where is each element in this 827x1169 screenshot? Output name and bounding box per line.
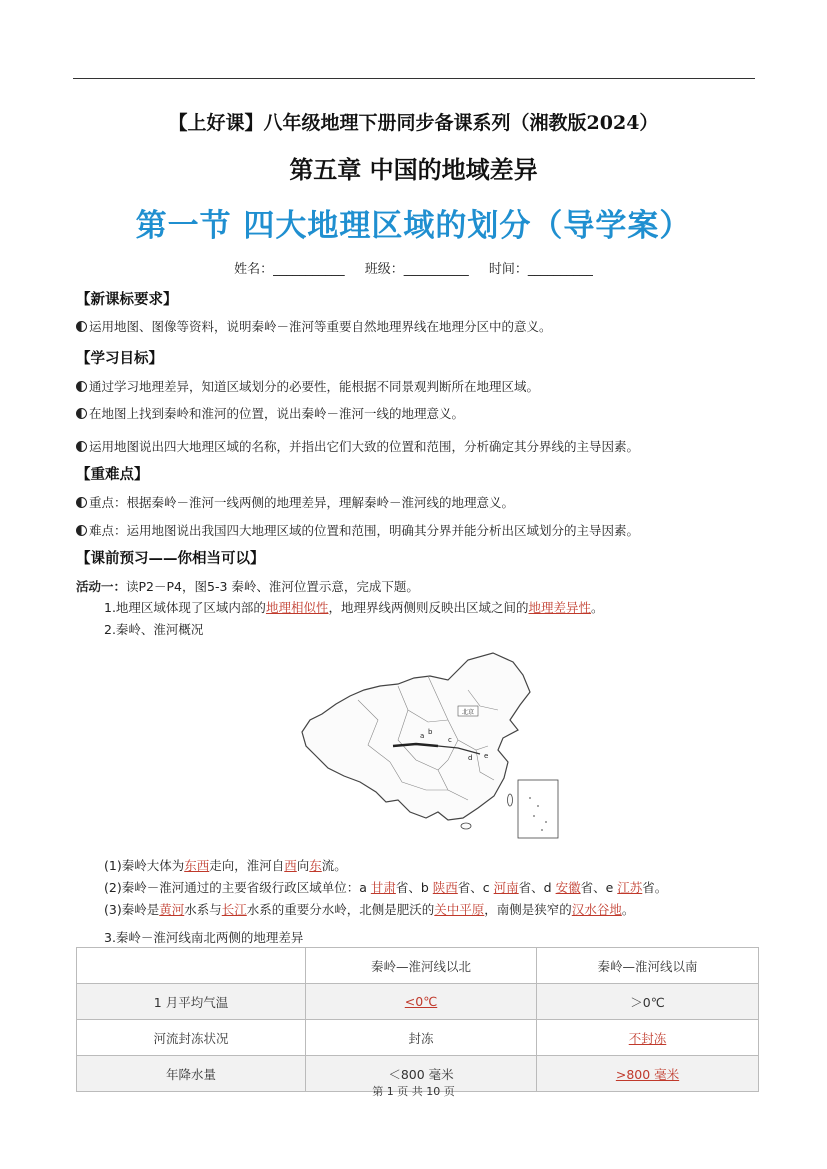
answer-text: 地理相似性 bbox=[265, 600, 329, 615]
section-title: 第一节 四大地理区域的划分（导学案） bbox=[135, 208, 692, 244]
map-label-d: d bbox=[468, 754, 473, 762]
answer-text: 安徽 bbox=[555, 880, 581, 895]
answer-text: 陕西 bbox=[432, 880, 458, 895]
answer-text: 长江 bbox=[221, 902, 247, 917]
list-item: 运用地图说出四大地理区域的名称，并指出它们大致的位置和范围，分析确定其分界线的主导因素。 bbox=[76, 437, 639, 455]
time-field[interactable]: 时间：__________ bbox=[488, 262, 593, 277]
answer-text: 东 bbox=[309, 858, 322, 873]
table-cell: ＜800 毫米 bbox=[306, 1056, 537, 1092]
answer-text: 不封冻 bbox=[628, 1030, 667, 1046]
bullet-icon bbox=[76, 381, 87, 392]
page-footer: 第 1 页 共 10 页 bbox=[372, 1085, 455, 1098]
table-header-cell bbox=[77, 948, 306, 984]
series-title: 【上好课】八年级地理下册同步备课系列（湘教版2024） bbox=[168, 112, 659, 134]
key-points-heading: 【重难点】 bbox=[76, 467, 149, 483]
objectives-heading: 【学习目标】 bbox=[76, 351, 163, 367]
sub-question-2: (2)秦岭－淮河通过的主要省级行政区域单位：a 甘肃省、b 陕西省、c 河南省、d 安徽省、e 江苏省。 bbox=[104, 880, 668, 895]
student-info-line bbox=[0, 258, 827, 277]
table-cell: 封冻 bbox=[306, 1020, 537, 1056]
table-cell bbox=[537, 1020, 759, 1056]
list-item: 难点：运用地图说出我国四大地理区域的位置和范围，明确其分界并能分析出区域划分的主导因素。 bbox=[76, 521, 639, 539]
answer-text: 汉水谷地 bbox=[571, 902, 622, 917]
table-cell: 年降水量 bbox=[77, 1056, 306, 1092]
answer-text: 西 bbox=[284, 858, 297, 873]
bullet-icon bbox=[76, 441, 87, 452]
table-cell bbox=[306, 984, 537, 1020]
chapter-title: 第五章 中国的地域差异 bbox=[289, 156, 538, 184]
answer-text: 东西 bbox=[184, 858, 210, 873]
map-label-b: b bbox=[428, 728, 433, 736]
table-header-cell: 秦岭—淮河线以南 bbox=[537, 948, 759, 984]
taiwan-island bbox=[508, 794, 513, 806]
answer-text: 江苏 bbox=[617, 880, 643, 895]
table-cell: 河流封冻状况 bbox=[77, 1020, 306, 1056]
map-label-a: a bbox=[420, 732, 425, 740]
hainan-island bbox=[461, 823, 471, 829]
activity-line: 活动一：读P2－P4，图5-3 秦岭、淮河位置示意，完成下题。 bbox=[76, 579, 419, 594]
map-label-c: c bbox=[448, 736, 452, 744]
sub-question-1: (1)秦岭大体为东西走向，淮河自西向东流。 bbox=[104, 858, 347, 873]
question-3-title: 3.秦岭－淮河线南北两侧的地理差异 bbox=[104, 930, 304, 945]
answer-text: 地理差异性 bbox=[528, 600, 591, 615]
china-map-figure bbox=[298, 650, 560, 840]
answer-text: <0℃ bbox=[404, 994, 438, 1009]
table-cell: ＞0℃ bbox=[537, 984, 759, 1020]
curriculum-heading: 【新课标要求】 bbox=[76, 292, 178, 308]
list-item: 运用地图、图像等资料，说明秦岭－淮河等重要自然地理界线在地理分区中的意义。 bbox=[76, 317, 552, 335]
table-header-row bbox=[77, 948, 759, 984]
table-row bbox=[77, 1020, 759, 1056]
question-1: 1.地理区域体现了区域内部的地理相似性，地理界线两侧则反映出区域之间的地理差异性。 bbox=[104, 600, 604, 615]
table-row bbox=[77, 984, 759, 1020]
answer-text: 甘肃 bbox=[370, 880, 396, 895]
china-outline bbox=[302, 653, 530, 820]
table-cell: 1 月平均气温 bbox=[77, 984, 306, 1020]
comparison-table bbox=[76, 947, 759, 1092]
list-item: 在地图上找到秦岭和淮河的位置，说出秦岭－淮河一线的地理意义。 bbox=[76, 404, 464, 422]
map-label-e: e bbox=[484, 752, 489, 760]
answer-text: 黄河 bbox=[159, 902, 185, 917]
bullet-icon bbox=[76, 525, 87, 536]
list-item: 重点：根据秦岭－淮河一线两侧的地理差异，理解秦岭－淮河线的地理意义。 bbox=[76, 493, 514, 511]
name-field[interactable]: 姓名：___________ bbox=[234, 262, 345, 277]
bullet-icon bbox=[76, 321, 87, 332]
bullet-icon bbox=[76, 497, 87, 508]
answer-text: 关中平原 bbox=[434, 902, 485, 917]
sub-question-3: (3)秦岭是黄河水系与长江水系的重要分水岭，北侧是肥沃的关中平原，南侧是狭窄的汉水谷地。 bbox=[104, 902, 635, 917]
class-field[interactable]: 班级：__________ bbox=[364, 262, 469, 277]
list-item: 通过学习地理差异，知道区域划分的必要性，能根据不同景观判断所在地理区域。 bbox=[76, 377, 539, 395]
bullet-icon bbox=[76, 408, 87, 419]
preview-heading: 【课前预习——你相当可以】 bbox=[76, 551, 265, 567]
answer-text: >800 毫米 bbox=[615, 1066, 680, 1082]
table-header-cell: 秦岭—淮河线以北 bbox=[306, 948, 537, 984]
question-2-title: 2.秦岭、淮河概况 bbox=[104, 622, 204, 637]
header-rule bbox=[73, 78, 755, 79]
answer-text: 河南 bbox=[493, 880, 519, 895]
map-label-beijing: 北京 bbox=[461, 709, 475, 716]
south-china-sea-inset bbox=[518, 780, 558, 838]
